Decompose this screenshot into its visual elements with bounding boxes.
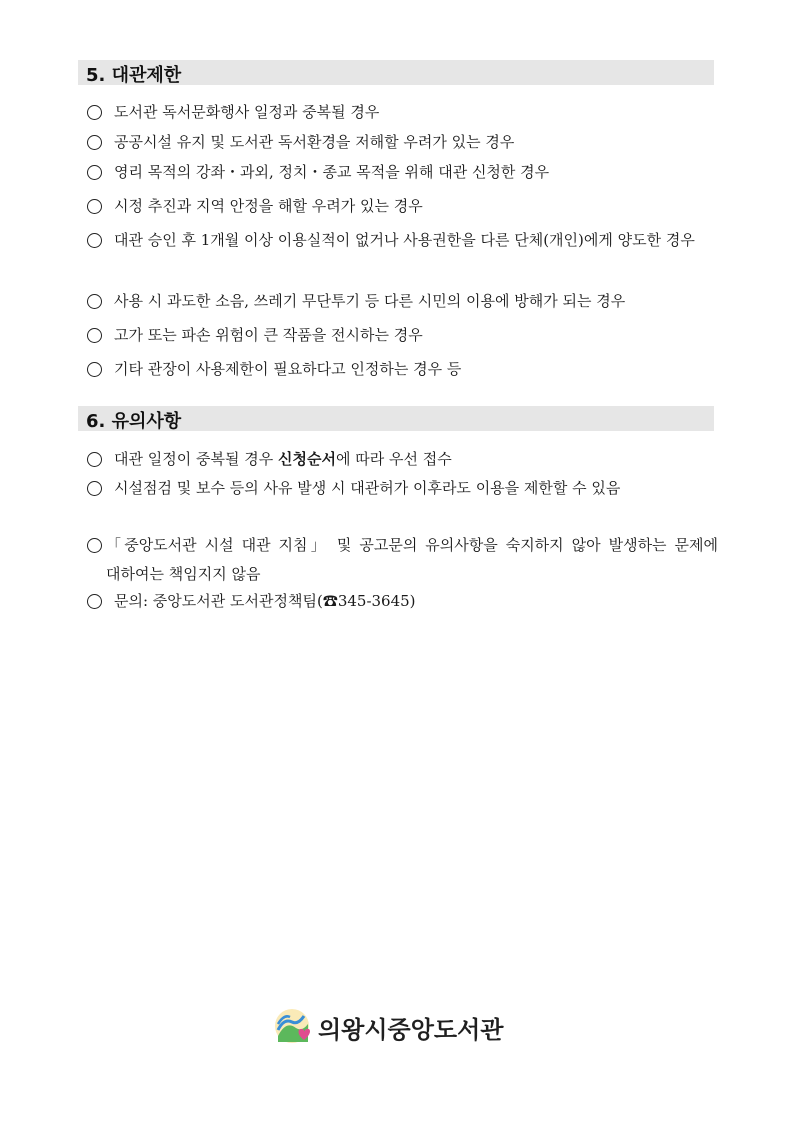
section-6-header (78, 406, 714, 431)
library-logo-icon (274, 1006, 314, 1046)
list-item: 시정 추진과 지역 안정을 해할 우려가 있는 경우 (114, 197, 423, 215)
list-item (86, 445, 718, 474)
list-item: 「중앙도서관 시설 대관 지침」 및 공고문의 유의사항을 숙지하지 않아 발생하는 문제에 대하여는 책임지지 않음 (106, 536, 718, 583)
list-item: 기타 관장이 사용제한이 필요하다고 인정하는 경우 등 (114, 360, 462, 378)
list-item: 공공시설 유지 및 도서관 독서환경을 저해할 우려가 있는 경우 (114, 133, 515, 151)
list-item: 고가 또는 파손 위험이 큰 작품을 전시하는 경우 (114, 326, 423, 344)
item-text: 에 따라 우선 접수 (335, 450, 452, 468)
library-logo (274, 1006, 534, 1046)
section-5-header (78, 60, 714, 85)
item-text: 대관 일정이 중복될 경우 (114, 450, 278, 468)
list-item: 대관 승인 후 1개월 이상 이용실적이 없거나 사용권한을 다른 단체(개인)에게 양도한 경우 (114, 231, 695, 249)
list-item: 사용 시 과도한 소음, 쓰레기 무단투기 등 다른 시민의 이용에 방해가 되는 경우 (114, 292, 626, 310)
list-item: 도서관 독서문화행사 일정과 중복될 경우 (114, 103, 380, 121)
list-item: 문의: 중앙도서관 도서관정책팀(☎345-3645) (114, 592, 416, 610)
emphasis-text: 신청순서 (277, 450, 336, 468)
section-5-title: 5. 대관제한 (86, 65, 182, 86)
library-name: 의왕시중앙도서관 (318, 1016, 504, 1044)
list-item: 시설점검 및 보수 등의 사유 발생 시 대관허가 이후라도 이용을 제한할 수 있음 (114, 479, 621, 497)
section-6-title: 6. 유의사항 (86, 411, 182, 432)
list-item: 영리 목적의 강좌・과외, 정치・종교 목적을 위해 대관 신청한 경우 (114, 163, 550, 181)
